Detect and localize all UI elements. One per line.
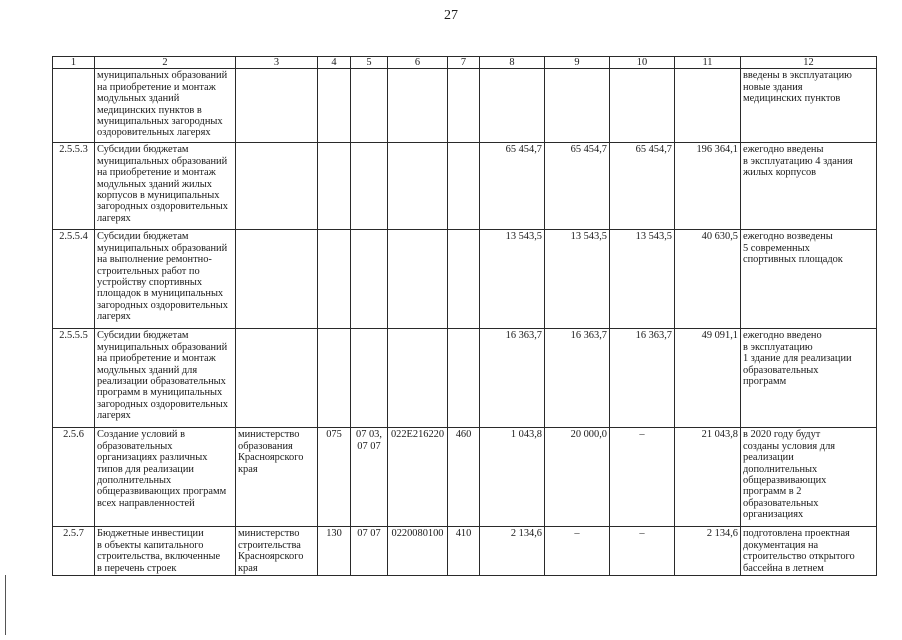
table-row — [53, 143, 877, 230]
column-header: 9 — [545, 57, 610, 69]
row-year1: 65 454,7 — [480, 143, 545, 230]
row-result: ежегодно возведены 5 современных спортивных площадок — [741, 230, 877, 329]
row-grbs — [318, 143, 351, 230]
row-name: Субсидии бюджетам муниципальных образований на выполнение ремонтно- строительных работ по устройству спортивных площадок в муниципальных загородных оздоровительных лагерях — [95, 230, 236, 329]
row-year1: 13 543,5 — [480, 230, 545, 329]
column-header: 11 — [675, 57, 741, 69]
row-org: министерство образования Красноярского края — [236, 428, 318, 527]
row-year2 — [545, 69, 610, 143]
row-rzpr — [351, 230, 388, 329]
row-rzpr — [351, 69, 388, 143]
row-result: подготовлена проектная документация на строительство открытого бассейна в летнем — [741, 527, 877, 576]
table-row — [53, 428, 877, 527]
column-header: 6 — [388, 57, 448, 69]
row-total: 21 043,8 — [675, 428, 741, 527]
row-csr — [388, 69, 448, 143]
row-year3: – — [610, 428, 675, 527]
row-vr: 410 — [448, 527, 480, 576]
page-number: 27 — [444, 8, 458, 23]
row-code: 2.5.7 — [53, 527, 95, 576]
column-header: 10 — [610, 57, 675, 69]
row-grbs: 075 — [318, 428, 351, 527]
row-total — [675, 69, 741, 143]
row-year3: 16 363,7 — [610, 329, 675, 428]
column-header: 5 — [351, 57, 388, 69]
row-org: министерство строительства Красноярского края — [236, 527, 318, 576]
row-vr — [448, 329, 480, 428]
column-header: 2 — [95, 57, 236, 69]
row-year1: 16 363,7 — [480, 329, 545, 428]
row-name: Создание условий в образовательных организациях различных типов для реализации дополнительных общеразвивающих программ всех направленностей — [95, 428, 236, 527]
row-year3: 13 543,5 — [610, 230, 675, 329]
row-csr: 0220080100 — [388, 527, 448, 576]
row-code: 2.5.5.5 — [53, 329, 95, 428]
row-total: 40 630,5 — [675, 230, 741, 329]
row-csr — [388, 143, 448, 230]
row-name: Бюджетные инвестиции в объекты капитального строительства, включенные в перечень строек — [95, 527, 236, 576]
header-row — [53, 57, 877, 69]
row-grbs — [318, 69, 351, 143]
row-year3: 65 454,7 — [610, 143, 675, 230]
row-total: 49 091,1 — [675, 329, 741, 428]
column-header: 1 — [53, 57, 95, 69]
row-rzpr — [351, 143, 388, 230]
row-total: 196 364,1 — [675, 143, 741, 230]
table-row — [53, 69, 877, 143]
row-vr — [448, 230, 480, 329]
row-grbs — [318, 329, 351, 428]
row-vr — [448, 69, 480, 143]
table-row — [53, 329, 877, 428]
column-header: 7 — [448, 57, 480, 69]
row-name: Субсидии бюджетам муниципальных образований на приобретение и монтаж модульных зданий жилых корпусов в муниципальных загородных оздоровительных лагерях — [95, 143, 236, 230]
row-result: введены в эксплуатацию новые здания медицинских пунктов — [741, 69, 877, 143]
table-row — [53, 230, 877, 329]
row-org — [236, 329, 318, 428]
row-grbs: 130 — [318, 527, 351, 576]
row-org — [236, 69, 318, 143]
row-name: Субсидии бюджетам муниципальных образований на приобретение и монтаж модульных зданий для реализации образовательных программ в муниципальных загородных оздоровительных лагерях — [95, 329, 236, 428]
column-header: 3 — [236, 57, 318, 69]
row-code: 2.5.5.3 — [53, 143, 95, 230]
row-csr — [388, 230, 448, 329]
row-vr — [448, 143, 480, 230]
row-name: муниципальных образований на приобретение и монтаж модульных зданий медицинских пунктов в муниципальных загородных оздоровительных лагерях — [95, 69, 236, 143]
row-csr: 022E216220 — [388, 428, 448, 527]
row-year3: – — [610, 527, 675, 576]
row-org — [236, 230, 318, 329]
table-row — [53, 527, 877, 576]
row-code: 2.5.5.4 — [53, 230, 95, 329]
column-header: 4 — [318, 57, 351, 69]
row-grbs — [318, 230, 351, 329]
row-year2: 16 363,7 — [545, 329, 610, 428]
row-year2: 13 543,5 — [545, 230, 610, 329]
row-year3 — [610, 69, 675, 143]
row-org — [236, 143, 318, 230]
row-code — [53, 69, 95, 143]
row-code: 2.5.6 — [53, 428, 95, 527]
row-rzpr: 07 03, 07 07 — [351, 428, 388, 527]
row-total: 2 134,6 — [675, 527, 741, 576]
row-year1: 2 134,6 — [480, 527, 545, 576]
margin-line — [5, 575, 6, 635]
row-rzpr — [351, 329, 388, 428]
row-year2: 65 454,7 — [545, 143, 610, 230]
column-header: 12 — [741, 57, 877, 69]
row-result: в 2020 году будут созданы условия для реализации дополнительных общеразвивающих программ в 2 образовательных организациях — [741, 428, 877, 527]
row-vr: 460 — [448, 428, 480, 527]
row-result: ежегодно введены в эксплуатацию 4 здания жилых корпусов — [741, 143, 877, 230]
row-csr — [388, 329, 448, 428]
row-rzpr: 07 07 — [351, 527, 388, 576]
budget-table — [52, 56, 877, 576]
row-year2: 20 000,0 — [545, 428, 610, 527]
row-year2: – — [545, 527, 610, 576]
row-result: ежегодно введено в эксплуатацию 1 здание для реализации образовательных программ — [741, 329, 877, 428]
column-header: 8 — [480, 57, 545, 69]
row-year1: 1 043,8 — [480, 428, 545, 527]
row-year1 — [480, 69, 545, 143]
